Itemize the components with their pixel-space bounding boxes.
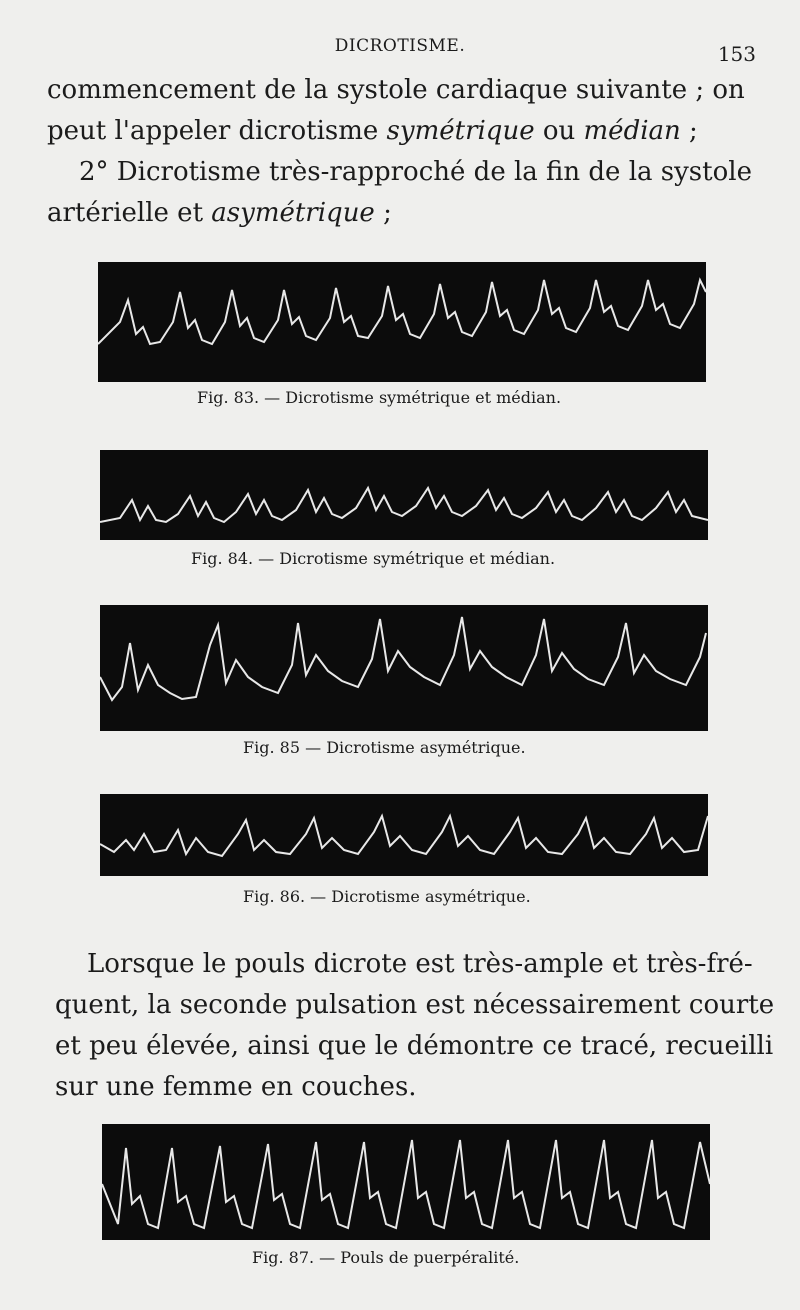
figure-87-pulse-line xyxy=(102,1140,710,1228)
figure-84-pulse-line xyxy=(100,488,708,522)
para2-line2: quent, la seconde pulsation est nécessairement courte xyxy=(55,990,775,1020)
para2-line4: sur une femme en couches. xyxy=(55,1072,417,1102)
running-title: DICROTISME. xyxy=(334,36,466,56)
figure-85-tracing xyxy=(100,605,708,731)
figure-83-svg xyxy=(98,262,706,382)
paragraph-1 xyxy=(47,70,752,234)
para1-line3: 2° Dicrotisme très-rapproché de la fin de la systole xyxy=(79,157,752,187)
para1-line1: commencement de la systole cardiaque suivante ; on xyxy=(47,75,745,105)
figure-87-caption: Fig. 87. — Pouls de puerpéralité. xyxy=(252,1248,520,1267)
figure-85-svg xyxy=(100,605,708,731)
figure-83-caption: Fig. 83. — Dicrotisme symétrique et médian. xyxy=(197,388,562,407)
figure-86-tracing xyxy=(100,794,708,876)
figure-87-tracing xyxy=(102,1124,710,1240)
figure-87-svg xyxy=(102,1124,710,1240)
figure-84-svg xyxy=(100,450,708,540)
page-number: 153 xyxy=(717,42,756,66)
figure-85-caption: Fig. 85 — Dicrotisme asymétrique. xyxy=(243,738,526,757)
para1-line2: peut l'appeler dicrotisme symétrique ou médian ; xyxy=(47,116,698,146)
para2-line3: et peu élevée, ainsi que le démontre ce tracé, recueilli xyxy=(55,1031,774,1061)
para2-line1: Lorsque le pouls dicrote est très-ample et très-fré- xyxy=(87,949,753,979)
figure-86-svg xyxy=(100,794,708,876)
para1-line4: artérielle et asymétrique ; xyxy=(47,198,392,228)
figure-86-pulse-line xyxy=(100,816,708,856)
figure-83-tracing xyxy=(98,262,706,382)
paragraph-2 xyxy=(55,944,774,1108)
figure-84-caption: Fig. 84. — Dicrotisme symétrique et médian. xyxy=(191,549,556,568)
figure-85-pulse-line xyxy=(100,617,706,700)
figure-84-tracing xyxy=(100,450,708,540)
figure-86-caption: Fig. 86. — Dicrotisme asymétrique. xyxy=(243,887,531,906)
figure-83-pulse-line xyxy=(98,280,706,344)
